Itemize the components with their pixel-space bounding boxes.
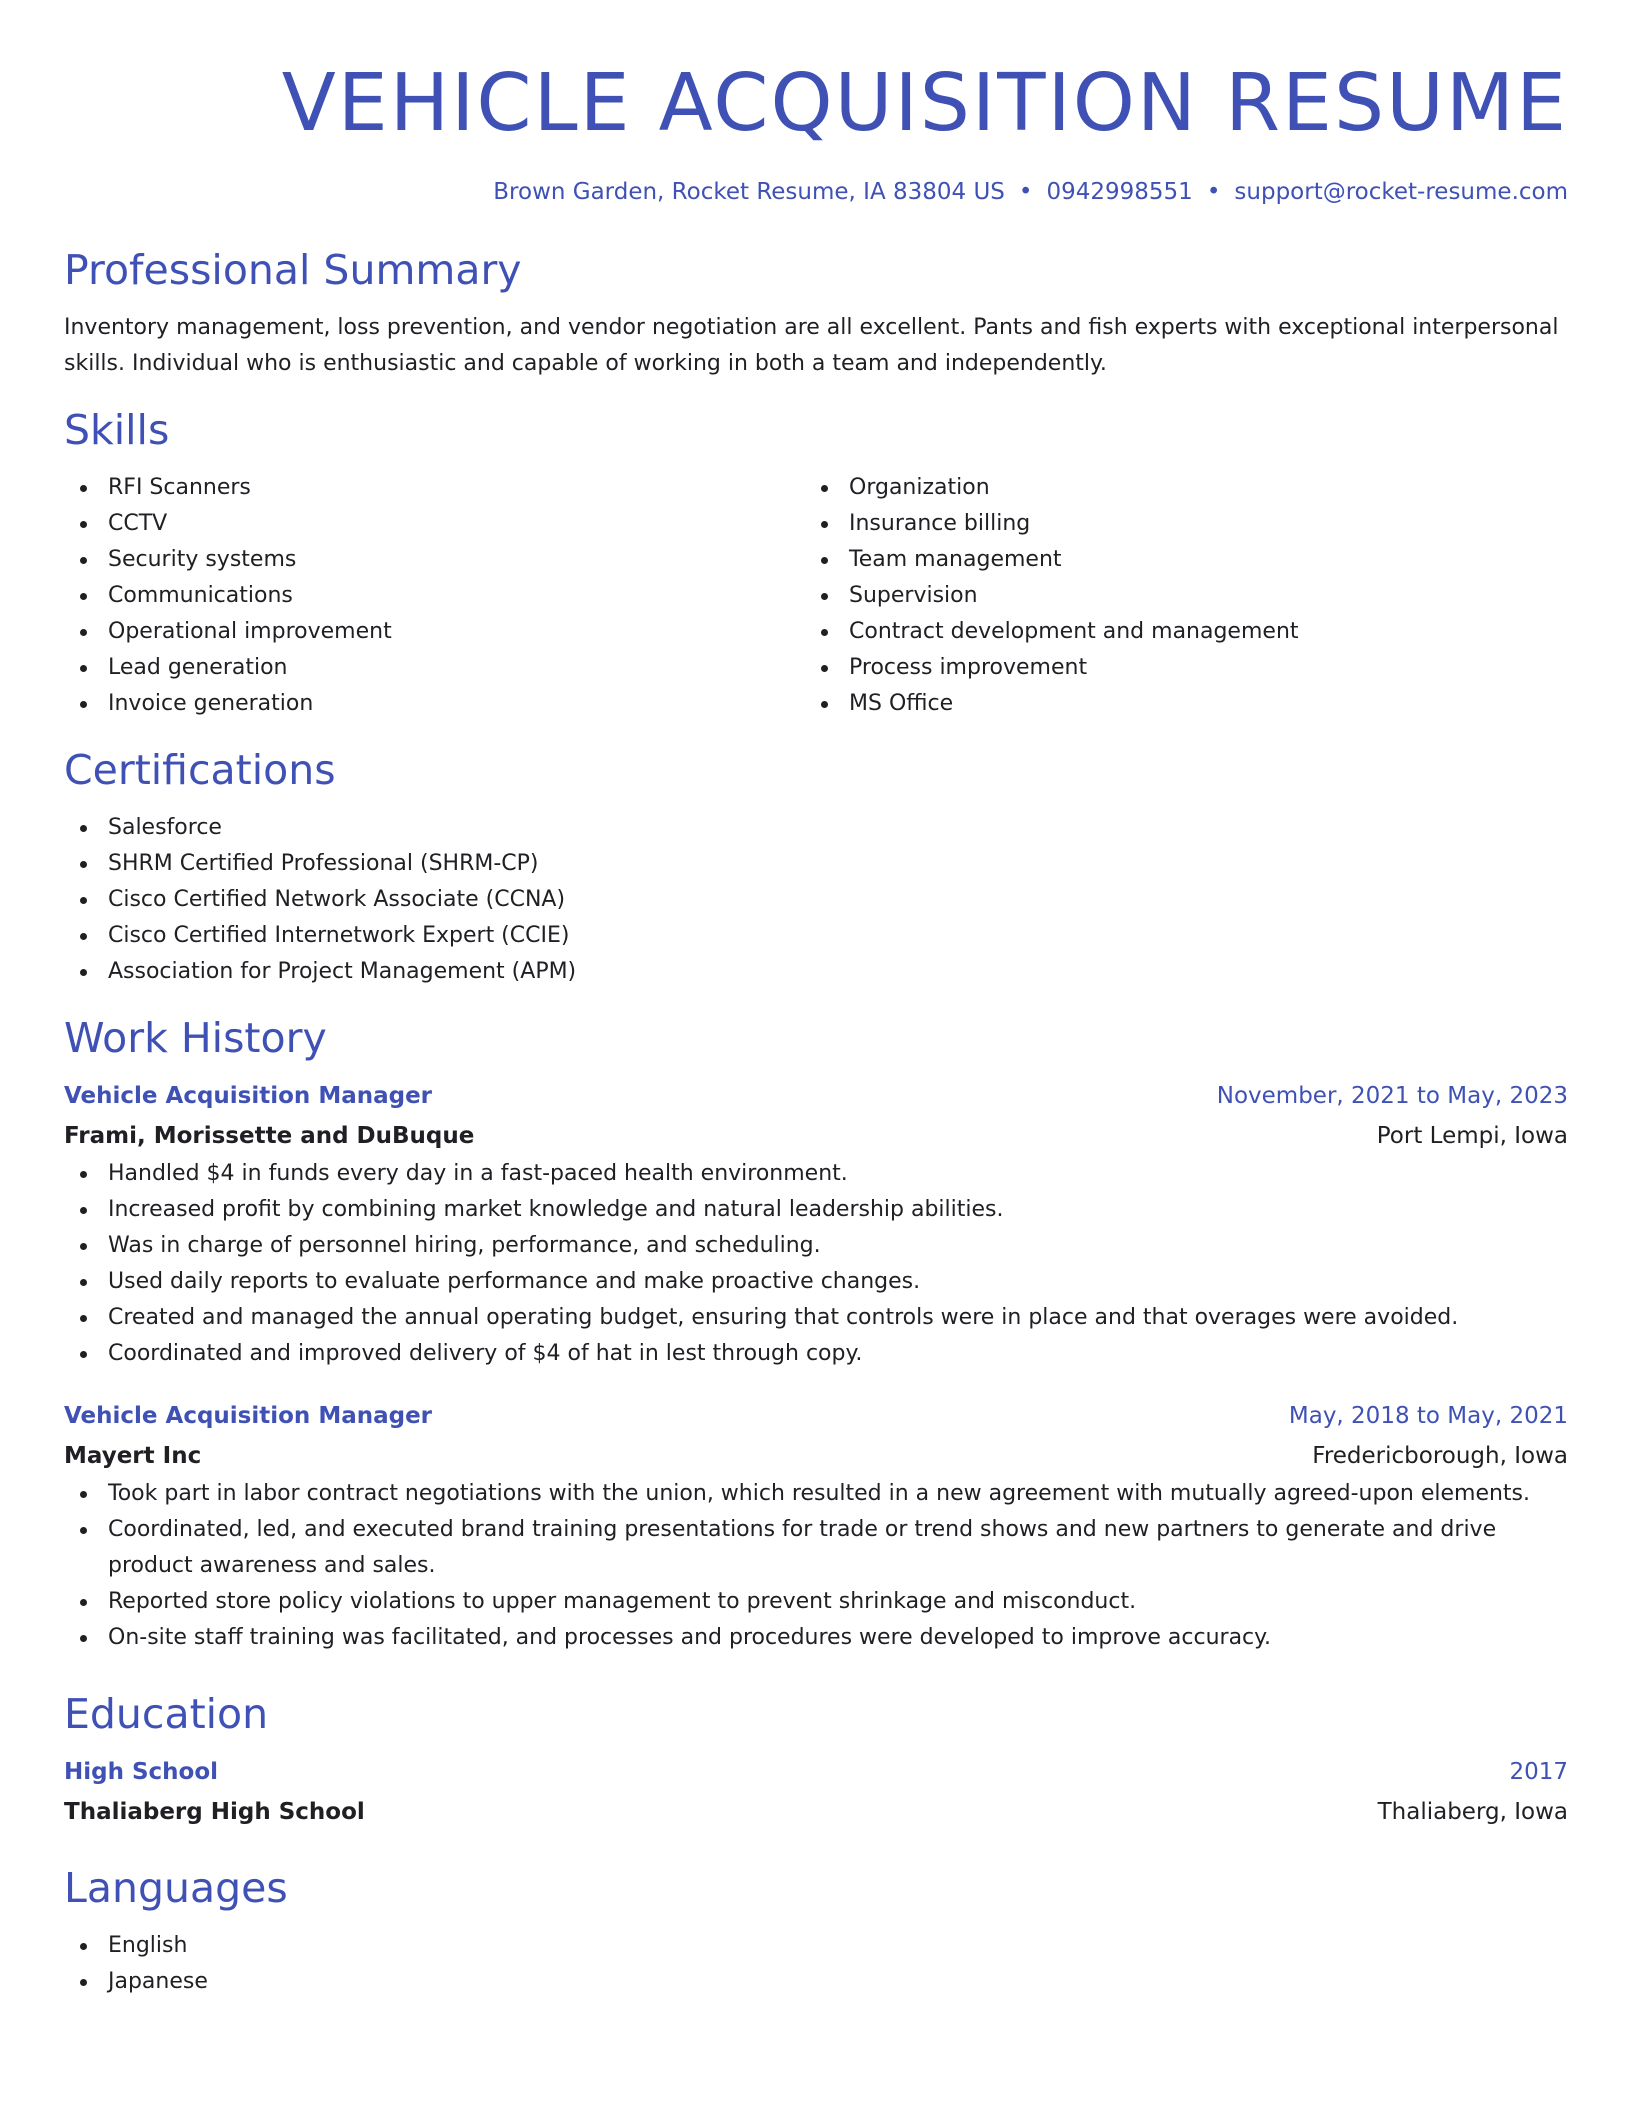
job-bullet: Handled $4 in funds every day in a fast-paced health environment. (64, 1156, 1568, 1192)
contact-line (64, 176, 1568, 208)
contact-separator: • (1018, 179, 1033, 205)
certifications-list (64, 810, 1568, 990)
resume-name: VEHICLE ACQUISITION RESUME (281, 57, 1568, 149)
job-bullet: Created and managed the annual operating budget, ensuring that controls were in place and that overages were avoided. (64, 1300, 1568, 1336)
job-bullet: Coordinated, led, and executed brand training presentations for trade or trend shows and new partners to generate and drive product awareness and sales. (64, 1512, 1568, 1584)
skill-item: Contract development and management (805, 614, 1546, 650)
skill-item: Process improvement (805, 650, 1546, 686)
language-item: Japanese (64, 1964, 1568, 2000)
language-item: English (64, 1928, 1568, 1964)
certification-item: Association for Project Management (APM) (64, 954, 1568, 990)
job-bullets (64, 1476, 1568, 1656)
education-school: Thaliaberg High School (64, 1799, 365, 1825)
contact-separator: • (1206, 179, 1221, 205)
job-bullet: Reported store policy violations to upper management to prevent shrinkage and misconduct. (64, 1584, 1568, 1620)
skill-item: Team management (805, 542, 1546, 578)
job-bullet: Coordinated and improved delivery of $4 of hat in lest through copy. (64, 1336, 1568, 1372)
skill-item: Insurance billing (805, 506, 1546, 542)
skill-item: Supervision (805, 578, 1546, 614)
job-dates: May, 2018 to May, 2021 (1288, 1403, 1568, 1429)
job-title: Vehicle Acquisition Manager (64, 1403, 433, 1429)
skills-column-right (805, 470, 1546, 722)
skill-item: Security systems (64, 542, 805, 578)
certification-item: SHRM Certified Professional (SHRM-CP) (64, 846, 1568, 882)
job-bullet: Was in charge of personnel hiring, performance, and scheduling. (64, 1228, 1568, 1264)
skill-item: Organization (805, 470, 1546, 506)
skills-heading: Skills (64, 406, 170, 454)
work-history-list (64, 1076, 1568, 1656)
skill-item: Lead generation (64, 650, 805, 686)
job-company: Mayert Inc (64, 1443, 202, 1469)
summary-text: Inventory management, loss prevention, and vendor negotiation are all excellent. Pants and fish experts with exceptional interpersonal skills. Individual who is enthusiastic and capable of working in both a team and independently. (64, 315, 1559, 376)
job-bullet: Took part in labor contract negotiations with the union, which resulted in a new agreement with mutually agreed-upon elements. (64, 1476, 1568, 1512)
education-entry (64, 1752, 1568, 1832)
languages-heading: Languages (64, 1864, 288, 1912)
education-year: 2017 (1509, 1759, 1568, 1785)
education-heading: Education (64, 1690, 269, 1738)
skill-item: Operational improvement (64, 614, 805, 650)
contact-address: Brown Garden, Rocket Resume, IA 83804 US (493, 179, 1005, 205)
skill-item: RFI Scanners (64, 470, 805, 506)
skill-item: Invoice generation (64, 686, 805, 722)
skill-item: CCTV (64, 506, 805, 542)
job-dates: November, 2021 to May, 2023 (1216, 1083, 1568, 1109)
skills-column-left (64, 470, 805, 722)
languages-list (64, 1928, 1568, 2000)
contact-email[interactable]: support@rocket-resume.com (1234, 179, 1568, 205)
job-location: Port Lempi, Iowa (1376, 1123, 1568, 1149)
certification-item: Cisco Certified Network Associate (CCNA) (64, 882, 1568, 918)
contact-phone: 0942998551 (1046, 179, 1193, 205)
job-bullet: On-site staff training was facilitated, and processes and procedures were developed to improve accuracy. (64, 1620, 1568, 1656)
skill-item: Communications (64, 578, 805, 614)
job-entry (64, 1396, 1568, 1656)
job-company: Frami, Morissette and DuBuque (64, 1123, 475, 1149)
job-bullet: Used daily reports to evaluate performance and make proactive changes. (64, 1264, 1568, 1300)
job-location: Fredericborough, Iowa (1312, 1443, 1568, 1469)
certifications-heading: Certifications (64, 746, 336, 794)
resume-header (64, 48, 1568, 208)
job-entry (64, 1076, 1568, 1372)
education-degree: High School (64, 1759, 219, 1785)
certification-item: Cisco Certified Internetwork Expert (CCIE) (64, 918, 1568, 954)
skill-item: MS Office (805, 686, 1546, 722)
job-bullets (64, 1156, 1568, 1372)
job-bullet: Increased profit by combining market knowledge and natural leadership abilities. (64, 1192, 1568, 1228)
education-location: Thaliaberg, Iowa (1377, 1799, 1568, 1825)
certification-item: Salesforce (64, 810, 1568, 846)
job-title: Vehicle Acquisition Manager (64, 1083, 433, 1109)
skills-list (64, 470, 1568, 722)
summary-heading: Professional Summary (64, 246, 522, 294)
work-history-heading: Work History (64, 1014, 327, 1062)
